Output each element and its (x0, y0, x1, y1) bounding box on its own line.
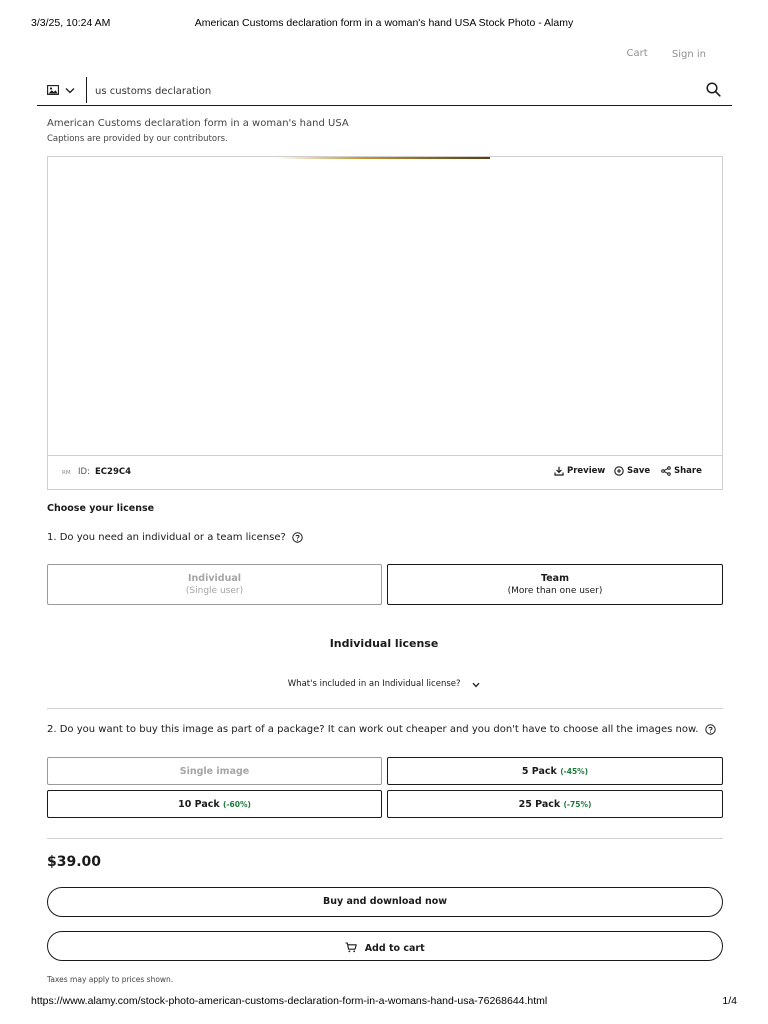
question-1-text: 1. Do you need an individual or a team license? (47, 532, 286, 543)
share-button[interactable] (661, 466, 702, 476)
pack-discount: (-75%) (563, 800, 592, 809)
pack-option-10[interactable] (47, 790, 382, 818)
cart-link[interactable]: Cart (626, 48, 648, 59)
image-toolbar (48, 457, 722, 489)
individual-license-heading: Individual license (329, 637, 439, 650)
section-divider (47, 708, 723, 709)
whats-included-label: What's included in an Individual license? (287, 679, 461, 689)
photo-top-edge (276, 157, 490, 159)
license-option-team[interactable] (387, 564, 723, 605)
license-option-individual[interactable] (47, 564, 382, 605)
whats-included-toggle[interactable] (0, 679, 768, 689)
pack-label: 25 Pack (518, 799, 561, 810)
print-header (31, 17, 737, 31)
search-divider (86, 77, 87, 103)
add-to-cart-label: Add to cart (364, 943, 425, 954)
image-viewer (47, 156, 723, 490)
buy-download-button[interactable] (47, 887, 723, 917)
help-icon[interactable] (292, 532, 303, 543)
search-button[interactable] (706, 82, 722, 98)
pack-discount: (-60%) (223, 800, 251, 809)
print-url: https://www.alamy.com/stock-photo-american-customs-declaration-form-in-a-womans-hand-usa-76268644.html (31, 995, 548, 1007)
pack-option-single[interactable] (47, 757, 382, 785)
chevron-down-icon (463, 679, 480, 689)
caption-note: Captions are provided by our contributors. (47, 134, 228, 144)
search-icon (706, 82, 721, 101)
pack-option-5[interactable] (387, 757, 723, 785)
image-id-label: ID: (78, 467, 90, 477)
download-icon (554, 466, 564, 476)
preview-label: Preview (567, 466, 606, 476)
image-id-value: EC29C4 (95, 467, 132, 477)
option-subtitle: (Single user) (185, 586, 244, 596)
search-input[interactable] (95, 83, 655, 99)
print-page-count: 1/4 (722, 995, 737, 1007)
rights-managed-tag: RM (62, 470, 71, 476)
pack-label: 10 Pack (178, 799, 220, 810)
print-datetime: 3/3/25, 10:24 AM (31, 17, 111, 29)
option-title: Individual (187, 573, 242, 584)
add-to-cart-button[interactable] (47, 931, 723, 961)
pack-label: Single image (179, 766, 250, 777)
section-divider (47, 838, 723, 839)
top-nav (627, 48, 706, 59)
license-question-2 (47, 724, 716, 735)
share-label: Share (674, 466, 702, 476)
choose-license-heading: Choose your license (47, 503, 155, 514)
share-icon (661, 466, 671, 476)
option-subtitle: (More than one user) (507, 586, 603, 596)
buy-download-label: Buy and download now (322, 896, 448, 907)
save-label: Save (627, 466, 651, 476)
save-button[interactable] (614, 466, 650, 476)
plus-circle-icon (614, 466, 624, 476)
price: $39.00 (47, 854, 102, 870)
preview-button[interactable] (554, 466, 605, 476)
print-footer (31, 995, 737, 1009)
print-page-title: American Customs declaration form in a woman's hand USA Stock Photo - Alamy (194, 17, 574, 29)
sign-in-link[interactable]: Sign in (671, 49, 706, 60)
pack-option-25[interactable] (387, 790, 723, 818)
question-2-text: 2. Do you want to buy this image as part of a package? It can work out cheaper and you don't have to choose all the images now. (47, 724, 699, 735)
help-icon[interactable] (705, 724, 716, 735)
license-question-1 (47, 532, 303, 543)
tax-note: Taxes may apply to prices shown. (47, 975, 174, 984)
pack-discount: (-45%) (560, 767, 589, 776)
image-caption: American Customs declaration form in a woman's hand USA (47, 118, 349, 129)
stock-photo[interactable] (48, 157, 722, 456)
option-title: Team (541, 573, 569, 584)
pack-label: 5 Pack (521, 766, 557, 777)
search-type-dropdown[interactable] (47, 83, 85, 99)
search-bar (37, 75, 732, 106)
cart-icon (345, 943, 364, 954)
